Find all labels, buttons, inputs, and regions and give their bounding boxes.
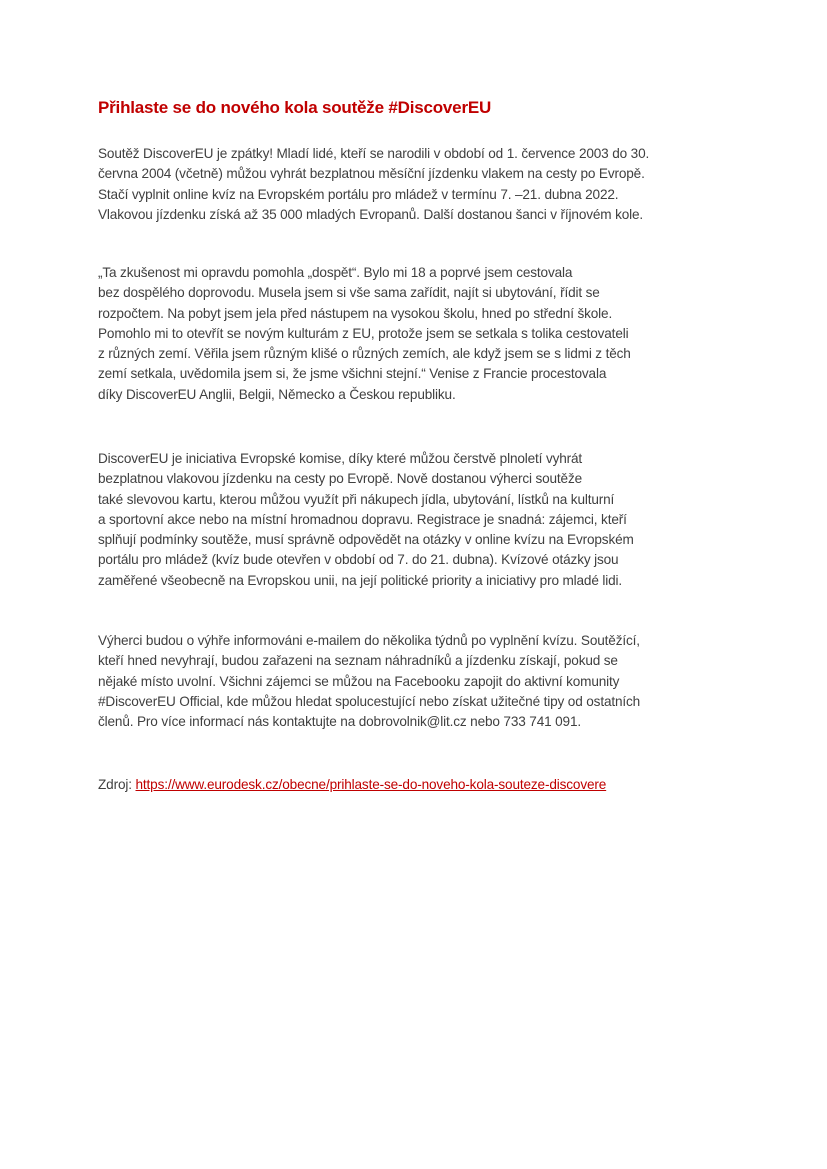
text-line: z různých zemí. Věřila jsem různým klišé o různých zemích, ale když jsem se s lidmi z těch xyxy=(98,346,631,362)
text-line: splňují podmínky soutěže, musí správně odpovědět na otázky v online kvízu na Evropském xyxy=(98,532,634,548)
text-line: nějaké místo uvolní. Všichni zájemci se můžou na Facebooku zapojit do aktivní komunity xyxy=(98,673,620,689)
text-line: rozpočtem. Na pobyt jsem jela před nástupem na vysokou školu, hned po střední škole. xyxy=(98,305,613,321)
text-line: členů. Pro více informací nás kontaktujte na dobrovolnik@lit.cz nebo 733 741 091. xyxy=(98,714,582,730)
text-line: portálu pro mládež (kvíz bude otevřen v období od 7. do 21. dubna). Kvízové otázky jsou xyxy=(98,552,619,568)
initiative-paragraph xyxy=(98,449,634,591)
text-line: díky DiscoverEU Anglii, Belgii, Německo a Českou republiku. xyxy=(98,386,456,402)
intro-paragraph xyxy=(98,144,649,225)
winners-paragraph xyxy=(98,631,640,732)
text-line: a sportovní akce nebo na místní hromadnou dopravu. Registrace je snadná: zájemci, kteří xyxy=(98,511,627,527)
text-line: Soutěž DiscoverEU je zpátky! Mladí lidé, kteří se narodili v období od 1. července 2003 do 30. xyxy=(98,146,650,161)
text-line: Pomohlo mi to otevřít se novým kulturám z EU, protože jsem se setkala s tolika cestovateli xyxy=(98,325,629,341)
text-line: #DiscoverEU Official, kde můžou hledat spolucestující nebo získat užitečné tipy od ostatních xyxy=(98,693,641,709)
source-line xyxy=(98,775,606,795)
text-line: zemí setkala, uvědomila jsem si, že jsme všichni stejní.“ Venise z Francie procestovala xyxy=(98,366,607,382)
document-page xyxy=(98,96,738,792)
text-line: zaměřené všeobecně na Evropskou unii, na její politické priority a iniciativy pro mladé lidi. xyxy=(98,572,623,588)
source-link[interactable]: https://www.eurodesk.cz/obecne/prihlaste-se-do-noveho-kola-souteze-discovere xyxy=(135,777,607,792)
text-line: června 2004 (včetně) můžou vyhrát bezplatnou měsíční jízdenku vlakem na cesty po Evropě. xyxy=(98,166,645,182)
article-title: Přihlaste se do nového kola soutěže #DiscoverEU xyxy=(98,98,492,117)
text-line: také slevovou kartu, kterou můžou využít při nákupech jídla, ubytování, lístků na kulturní xyxy=(98,491,615,507)
text-line: Stačí vyplnit online kvíz na Evropském portálu pro mládež v termínu 7. –21. dubna 2022. xyxy=(98,186,619,202)
testimonial-paragraph xyxy=(98,263,631,405)
text-line: kteří hned nevyhrají, budou zařazeni na seznam náhradníků a jízdenku získají, pokud se xyxy=(98,653,618,669)
text-line: bez dospělého doprovodu. Musela jsem si vše sama zařídit, najít si ubytování, řídit se xyxy=(98,285,600,301)
source-label: Zdroj: xyxy=(98,777,132,792)
text-line: DiscoverEU je iniciativa Evropské komise, díky které můžou čerstvě plnoletí vyhrát xyxy=(98,451,583,466)
text-line: bezplatnou vlakovou jízdenku na cesty po Evropě. Nově dostanou výherci soutěže xyxy=(98,471,583,487)
text-line: Vlakovou jízdenku získá až 35 000 mladých Evropanů. Další dostanou šanci v říjnovém kole. xyxy=(98,206,644,222)
text-line: „Ta zkušenost mi opravdu pomohla „dospět“. Bylo mi 18 a poprvé jsem cestovala xyxy=(98,265,573,280)
text-line: Výherci budou o výhře informováni e-mailem do několika týdnů po vyplnění kvízu. Soutěžící, xyxy=(98,633,640,648)
